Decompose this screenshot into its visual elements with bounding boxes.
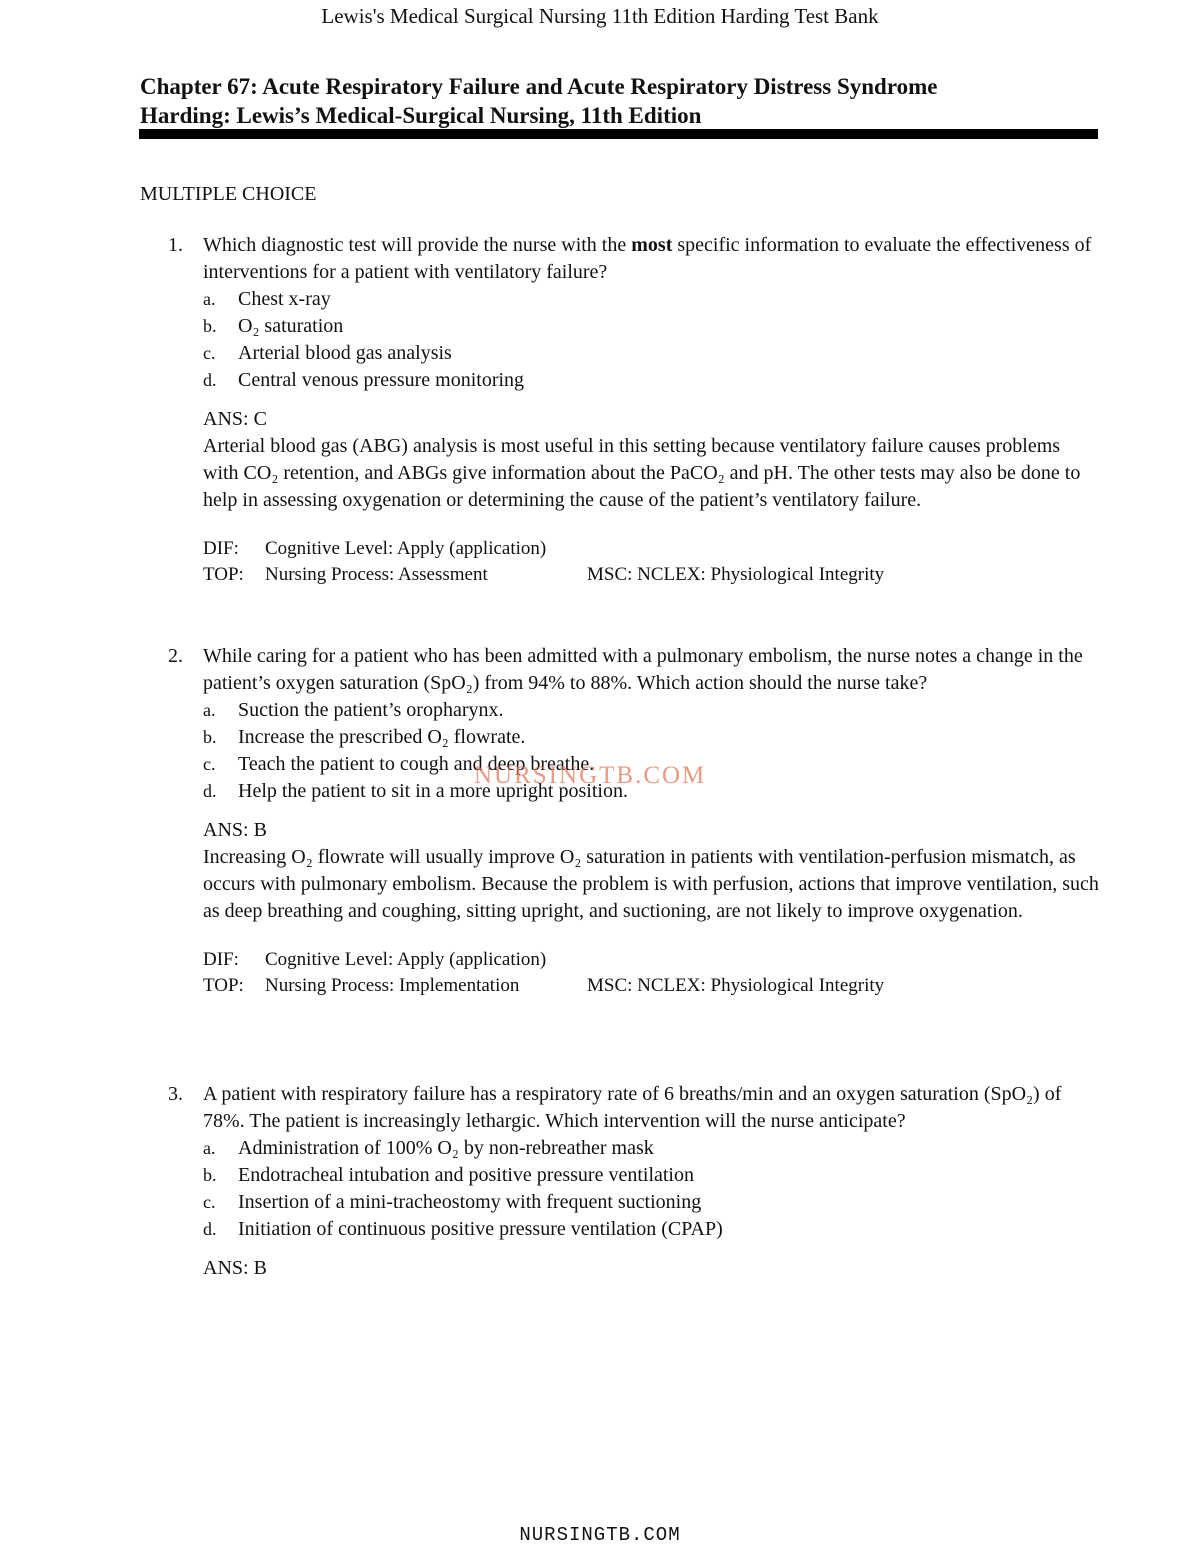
option-a xyxy=(203,286,1100,313)
question-number: 2. xyxy=(168,645,183,667)
option-c xyxy=(203,1189,1100,1216)
chapter-title-line-2: Harding: Lewis’s Medical-Surgical Nursing, 11th Edition xyxy=(140,103,702,128)
chapter-title-line-1: Chapter 67: Acute Respiratory Failure and Acute Respiratory Distress Syndrome xyxy=(140,74,938,99)
dif-value: Cognitive Level: Apply (application) xyxy=(265,538,547,559)
option-text: Administration of 100% O₂ by non-rebreather mask xyxy=(238,1137,654,1159)
option-b xyxy=(203,724,1100,751)
option-d xyxy=(203,367,1100,394)
option-b xyxy=(203,1162,1100,1189)
title-rule xyxy=(139,129,1098,139)
option-text: Central venous pressure monitoring xyxy=(238,369,525,391)
answer-key: ANS: B xyxy=(203,819,267,841)
top-value: Nursing Process: Implementation xyxy=(265,975,520,996)
top-label: TOP: xyxy=(203,975,244,996)
option-text: O₂ saturation xyxy=(238,315,344,337)
option-d xyxy=(203,1216,1100,1243)
section-heading: MULTIPLE CHOICE xyxy=(140,183,317,205)
question-1 xyxy=(140,232,1100,588)
option-letter: a. xyxy=(203,1138,216,1158)
dif-value: Cognitive Level: Apply (application) xyxy=(265,949,547,970)
rationale: Arterial blood gas (ABG) analysis is most useful in this setting because ventilatory failure causes problems with CO₂ retention, and ABGs give information about the PaCO₂ and pH. The other tests may also be done to help in assessing oxygenation or determining the cause of the patient’s ventilatory failure. xyxy=(203,435,1081,511)
dif-label: DIF: xyxy=(203,538,239,559)
option-b xyxy=(203,313,1100,340)
option-a xyxy=(203,1135,1100,1162)
option-letter: b. xyxy=(203,727,217,747)
option-text: Endotracheal intubation and positive pressure ventilation xyxy=(238,1164,694,1186)
stem-emphasis: most xyxy=(631,234,673,256)
msc-value: MSC: NCLEX: Physiological Integrity xyxy=(587,564,885,585)
option-letter: b. xyxy=(203,316,217,336)
option-a xyxy=(203,697,1100,724)
watermark: NURSINGTB.COM xyxy=(474,762,707,789)
option-c xyxy=(203,340,1100,367)
option-text: Chest x-ray xyxy=(238,288,331,310)
option-text: Help the patient to sit in a more upright position. xyxy=(238,780,628,802)
question-stem: A patient with respiratory failure has a respiratory rate of 6 breaths/min and an oxygen saturation (SpO₂) of 78%. The patient is increasingly lethargic. Which intervention will the nurse anticipate? xyxy=(203,1083,1062,1132)
running-header: Lewis's Medical Surgical Nursing 11th Edition Harding Test Bank xyxy=(321,4,879,28)
top-label: TOP: xyxy=(203,564,244,585)
option-letter: c. xyxy=(203,754,216,774)
option-letter: d. xyxy=(203,370,217,390)
question-2 xyxy=(140,643,1100,999)
option-letter: c. xyxy=(203,343,216,363)
option-text: Insertion of a mini-tracheostomy with frequent suctioning xyxy=(238,1191,702,1213)
chapter-title xyxy=(140,72,1100,130)
stem-text: Which diagnostic test will provide the nurse with the xyxy=(203,234,632,256)
rationale: Increasing O₂ flowrate will usually improve O₂ saturation in patients with ventilation-perfusion mismatch, as occurs with pulmonary embolism. Because the problem is with perfusion, actions that improve ventilation, such as deep breathing and coughing, sitting upright, and suctioning, are not likely to improve oxygenation. xyxy=(203,846,1099,922)
option-text: Initiation of continuous positive pressure ventilation (CPAP) xyxy=(238,1218,723,1240)
top-value: Nursing Process: Assessment xyxy=(265,564,488,585)
answer-key: ANS: C xyxy=(203,408,267,430)
option-letter: a. xyxy=(203,700,216,720)
option-text: Increase the prescribed O₂ flowrate. xyxy=(238,726,526,748)
question-number: 1. xyxy=(168,234,183,256)
option-text: Teach the patient to cough and deep breathe. xyxy=(238,753,595,775)
answer-key: ANS: B xyxy=(203,1257,267,1279)
stem-text: specific information to evaluate the effectiveness of interventions for a patient with ventilatory failure? xyxy=(203,234,1092,283)
option-text: Suction the patient’s oropharynx. xyxy=(238,699,504,721)
option-letter: a. xyxy=(203,289,216,309)
question-stem: While caring for a patient who has been admitted with a pulmonary embolism, the nurse notes a change in the patient’s oxygen saturation (SpO₂) from 94% to 88%. Which action should the nurse take? xyxy=(203,645,1083,694)
question-3 xyxy=(140,1081,1100,1282)
msc-value: MSC: NCLEX: Physiological Integrity xyxy=(587,975,885,996)
question-metadata xyxy=(203,947,1100,999)
question-stem xyxy=(203,232,1100,286)
option-letter: d. xyxy=(203,1219,217,1239)
option-letter: c. xyxy=(203,1192,216,1212)
option-letter: b. xyxy=(203,1165,217,1185)
option-letter: d. xyxy=(203,781,217,801)
question-metadata xyxy=(203,536,1100,588)
option-text: Arterial blood gas analysis xyxy=(238,342,452,364)
question-number: 3. xyxy=(168,1083,183,1105)
footer-site: NURSINGTB.COM xyxy=(519,1524,681,1546)
dif-label: DIF: xyxy=(203,949,239,970)
